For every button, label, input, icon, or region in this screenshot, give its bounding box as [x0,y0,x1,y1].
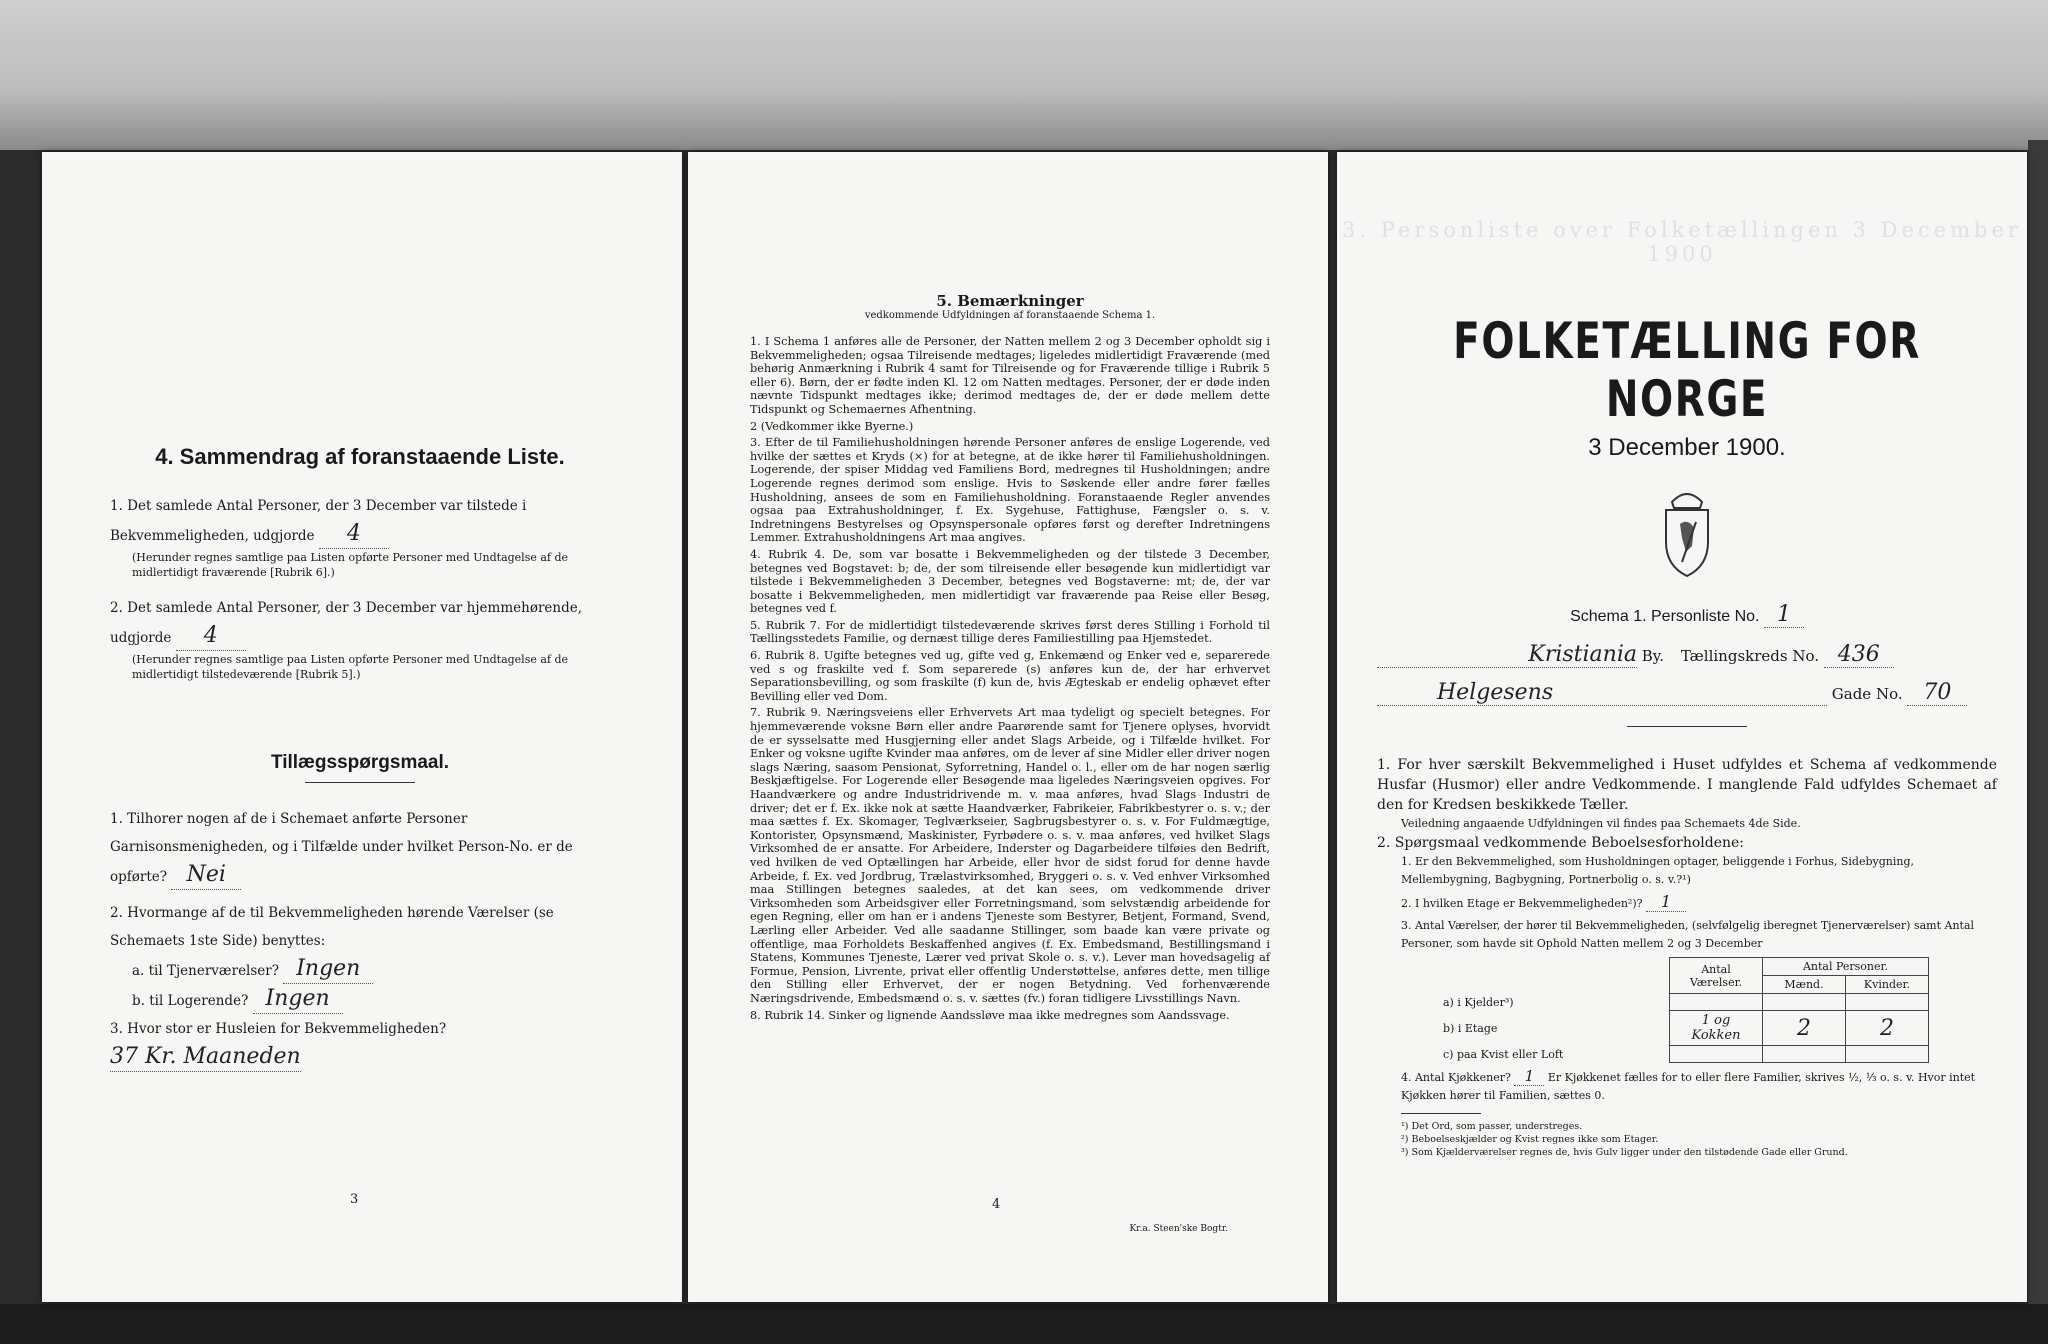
t3-text: 3. Hvor stor er Husleien for Bekvemmeligheden? [110,1021,447,1037]
city-value: Kristiania [1377,642,1637,668]
scan-background-right [2028,140,2048,1320]
page-number: 3 [350,1192,359,1207]
remark-4: 4. Rubrik 4. De, som var bosatte i Bekvemmeligheden og der tilstede 3 December, betegnes ved Bogstavet: b; de, der som tilreisende eller besøgende kun midlertidigt var tilstede i Bekvemmeligheden 3 December, betegnes ved Bogstaverne: mt; de, der var bosatte i Bekvemmeligheden, men midlertidigt var fraværende paa Reise eller Besøg, betegnes ved f. [750,547,1270,616]
ghost-header: 3. Personliste over Folketællingen 3 December 1900 [1342,218,2022,266]
scan-background-top [0,0,2048,150]
kreds-value: 436 [1824,642,1894,668]
question-3: 3. Antal Værelser, der hører til Bekvemmeligheden, (selvfølgelig iberegnet Tjenerværelser) samt Antal Personer, som havde sit Ophold Natten mellem 2 og 3 December [1401,919,1975,950]
row-rooms: 1 og Kokken [1670,1011,1763,1046]
tillaeg-title: Tillægsspørgsmaal. [270,752,450,773]
q1-text: 1. Det samlede Antal Personer, der 3 December var tilstede i Bekvemmeligheden, udgjorde [110,498,527,544]
t2a-label: a. til Tjenerværelser? [132,963,279,979]
question-4-rest: Er Kjøkkenet fælles for to eller flere Familier, skrives ½, ⅓ o. s. v. Hvor intet Kjøkken hører til Familien, sættes 0. [1401,1071,1976,1102]
question-4 [1401,1067,1997,1105]
left-page [42,152,682,1302]
remark-7: 7. Rubrik 9. Næringsveiens eller Erhvervets Art maa tydeligt og specielt betegnes. For hjemmeværende voksne Børn eller andre Paarørende samt for Tjenere oplyses, hvorvidt de er sysselsatte med Husgjerning eller andet Slags Arbeide, og i Tilfælde hvilket. For Enker og voksne ugifte Kvinder maa anføres, om de lever af sine Midler eller driver nogen slags Næring, saasom Pensionat, Syforretning, Handel o. l., eller om de har nogen særlig Beskjæftigelse. For Logerende eller Besøgende maa ligeledes Næringsveien opgives. For Haandværkere og andre Industridrivende m. v. maa anføres, hvad Slags Industri de driver; det er f. Ex. ikke nok at sætte Haandværker, Fabrikeier, Fabrikbestyrer o. s. v.; der maa sættes f. Ex. Skomager, Teglværkseier, Sagbrugsbestyrer o. s. v. For Fuldmægtige, Kontorister, Opsynsmænd, Maskinister, Fyrbødere o. s. v. maa anføres, ved hvilket Slags Virksomhed de er ansatte. For Arbeidere, Inderster og Dagarbeidere tilføies den Bedrift, ved hvilken de ved Optællingen har Arbeide, eller hvor de sidst forud for denne havde Arbeide, f. Ex. ved Jordbrug, Trælastvirksomhed, Bryggeri o. s. v. Ved enhver Virksomhed maa Stillingen betegnes saaledes, at det kan sees, om vedkommende driver Virksomheden som Arbeidsgiver eller Forretningsmand, som selvstændig arbeidende for egen Regning, eller om han er i andens Tjeneste som Bestyrer, Betjent, Formand, Svend, Lærling eller Arbeider. Ved alle saadanne Stillinger, som baade kan være private og offentlige, maa Forholdets Beskaffenhed angives (f. Ex. Embedsmand, Bestillingsmand i Statens, Kommunes Tjeneste, Lærer ved privat Skole o. s. v.). Lever man hovedsagelig af Formue, Pension, Livrente, privat eller offentlig Understøttelse, anføres dette, men tillige den Stilling eller Erhvervet, der er nogen Betydning. Ved forhenværende Næringsdrivende, Embedsmænd o. s. v. sættes (fv.) foran tidligere Livsstillings Navn. [750,706,1270,1005]
instruction-2: 2. Spørgsmaal vedkommende Beboelsesforholdene: [1377,835,1745,851]
q2-value: 4 [176,622,246,651]
divider [305,782,415,783]
remark-6: 6. Rubrik 8. Ugifte betegnes ved ug, gifte ved g, Enkemænd og Enker ved e, separerede ved s og fraskilte ved f. Som separerede (s) anføres kun de, der har erhvervet Separationsbevilling, og som fraskilte (f) kun de, hvis Ægteskab er endelig ophævet efter Bevilling eller ved Dom. [750,649,1270,703]
t3 [110,1015,610,1073]
t3-value: 37 Kr. Maaneden [110,1043,301,1072]
table-row [1437,1011,1929,1046]
schema-label: Schema 1. Personliste No. [1570,608,1760,625]
right-page [1337,152,2027,1302]
table-header-row [1437,958,1929,976]
divider [1627,726,1747,727]
t2b [132,985,610,1015]
printer-imprint: Kr.a. Steen'ske Bogtr. [1129,1224,1228,1234]
row-label: b) i Etage [1443,1021,1498,1035]
city-suffix: By. [1641,647,1665,665]
row-men: 2 [1763,1011,1846,1046]
table-row [1437,994,1929,1011]
table-row [1437,1046,1929,1063]
remarks-title: 5. Bemærkninger [936,292,1084,310]
remark-5: 5. Rubrik 7. For de midlertidigt tilstedeværende skrives først deres Stilling i Forhold til Tællingsstedets Familie, og dernæst tillige deres Familiestilling paa Hjemstedet. [750,618,1270,646]
footnote: ¹) Det Ord, som passer, understreges. [1401,1121,1583,1132]
census-date: 3 December 1900. [1588,434,1786,461]
remark-3: 3. Efter de til Familiehusholdningen hørende Personer anføres de enslige Logerende, ved hvilke der sættes et Kryds (×) for at betegne, at de ikke hører til Familiehusholdningen. Logerende, der spiser Middag ved Familiens Bord, medregnes til Husholdningen; andre Logerende regnes derimod som enslige. Hvis to Søskende eller andre fører fælles Husholdning, ansees de som en Familiehusholdning. Foranstaaende Regler anvendes ogsaa paa Extrahusholdninger, f. Ex. Sygehuse, Fattighuse, Fængsler o. s. v. Indretningens Bestyrelses og Opsynspersonale opføres først og derefter Indretningens Lemmer. Extrahusholdningens Art maa angives. [750,436,1270,545]
t1 [110,805,610,891]
header-rooms: Antal Værelser. [1670,958,1763,994]
remark-1: 1. I Schema 1 anføres alle de Personer, der Natten mellem 2 og 3 December opholdt sig i Bekvemmeligheden; ogsaa Tilreisende medtages; ligeledes midlertidigt Fraværende (med behørig Anmærkning i Rubrik 4 samt for Tilreisende og for Fraværende tillige i Rubrik 5 eller 6). Børn, der er fødte inden Kl. 12 om Natten medtages. Personer, der er døde inden nævnte Tidspunkt medtages ikke; derimod medtages de, der er døde mellem dette Tidspunkt og Schemaernes Afhentning. [750,335,1270,416]
page-number: 4 [992,1197,1001,1212]
q1 [110,492,610,550]
t2b-value: Ingen [253,985,343,1014]
row-women [1846,994,1929,1011]
remark-2: 2 (Vedkommer ikke Byerne.) [750,419,914,433]
gade-label: Gade No. [1831,685,1903,703]
row-rooms [1670,994,1763,1011]
row-label: c) paa Kvist eller Loft [1443,1047,1564,1061]
rooms-table [1437,957,1929,1063]
q2-note: (Herunder regnes samtlige paa Listen opførte Personer med Undtagelse af de midlertidigt tilstedeværende [Rubrik 5].) [132,653,569,681]
row-men [1763,1046,1846,1063]
coat-of-arms [1377,480,1997,584]
t2b-label: b. til Logerende? [132,993,249,1009]
gade-value: 70 [1907,680,1967,706]
schema-line [1377,602,1997,628]
row-women [1846,1046,1929,1063]
footnote: ²) Beboelseskjælder og Kvist regnes ikke som Etager. [1401,1134,1659,1145]
q1-value: 4 [319,520,389,549]
header-men: Mænd. [1763,976,1846,994]
row-rooms [1670,1046,1763,1063]
kreds-label: Tællingskreds No. [1680,647,1820,665]
question-4-value: 1 [1514,1067,1544,1086]
t1-text: 1. Tilhorer nogen af de i Schemaet anførte Personer Garnisonsmenigheden, og i Tilfælde under hvilket Person-No. er de opførte? [110,811,573,885]
instruction-1-small: Veiledning angaaende Udfyldningen vil findes paa Schemaets 4de Side. [1401,817,1801,830]
footnote-rule [1401,1113,1481,1114]
form-title: FOLKETÆLLING FOR NORGE [1453,312,1921,428]
remarks-subtitle: vedkommende Udfyldningen af foranstaaende Schema 1. [864,310,1156,321]
question-2-text: 2. I hvilken Etage er Bekvemmeligheden²)? [1401,897,1643,910]
question-2 [1401,893,1997,913]
header-persons: Antal Personer. [1763,958,1929,976]
q2-text: 2. Det samlede Antal Personer, der 3 December var hjemmehørende, udgjorde [110,600,583,646]
question-1: 1. Er den Bekvemmelighed, som Husholdningen optager, beliggende i Forhus, Sidebygning, Mellembygning, Bagbygning, Portnerbolig o. s. v.?¹) [1401,855,1914,886]
middle-page [688,152,1328,1302]
street-value: Helgesens [1377,680,1827,706]
q1-note: (Herunder regnes samtlige paa Listen opførte Personer med Undtagelse af de midlertidigt fraværende [Rubrik 6].) [132,551,569,579]
header-women: Kvinder. [1846,976,1929,994]
t2a [132,955,610,985]
scan-background-bottom [0,1304,2048,1344]
location-line [1377,642,1997,668]
norway-coat-of-arms-icon [1652,480,1722,580]
row-women: 2 [1846,1011,1929,1046]
remark-8: 8. Rubrik 14. Sinker og lignende Aandssløve maa ikke medregnes som Aandssvage. [750,1008,1230,1022]
row-label: a) i Kjelder³) [1443,995,1514,1009]
question-4-text: 4. Antal Kjøkkener? [1401,1071,1511,1084]
instruction-1: 1. For hver særskilt Bekvemmelighed i Huset udfyldes et Schema af vedkommende Husfar (Husmor) eller andre Vedkommende. I manglende Fald udfyldes Schemaet af den for Kredsen beskikkede Tæller. [1377,757,1997,813]
section4-title: 4. Sammendrag af foranstaaende Liste. [155,444,565,469]
q2 [110,594,610,652]
t1-value: Nei [171,861,241,890]
row-men [1763,994,1846,1011]
t2a-value: Ingen [283,955,373,984]
footnote: ³) Som Kjælderværelser regnes de, hvis Gulv ligger under den tilstødende Gade eller Grund. [1401,1147,1848,1158]
question-2-value: 1 [1646,893,1686,912]
street-line [1377,680,1997,706]
t2-text: 2. Hvormange af de til Bekvemmeligheden hørende Værelser (se Schemaets 1ste Side) benyttes: [110,905,554,949]
schema-no: 1 [1764,602,1804,628]
